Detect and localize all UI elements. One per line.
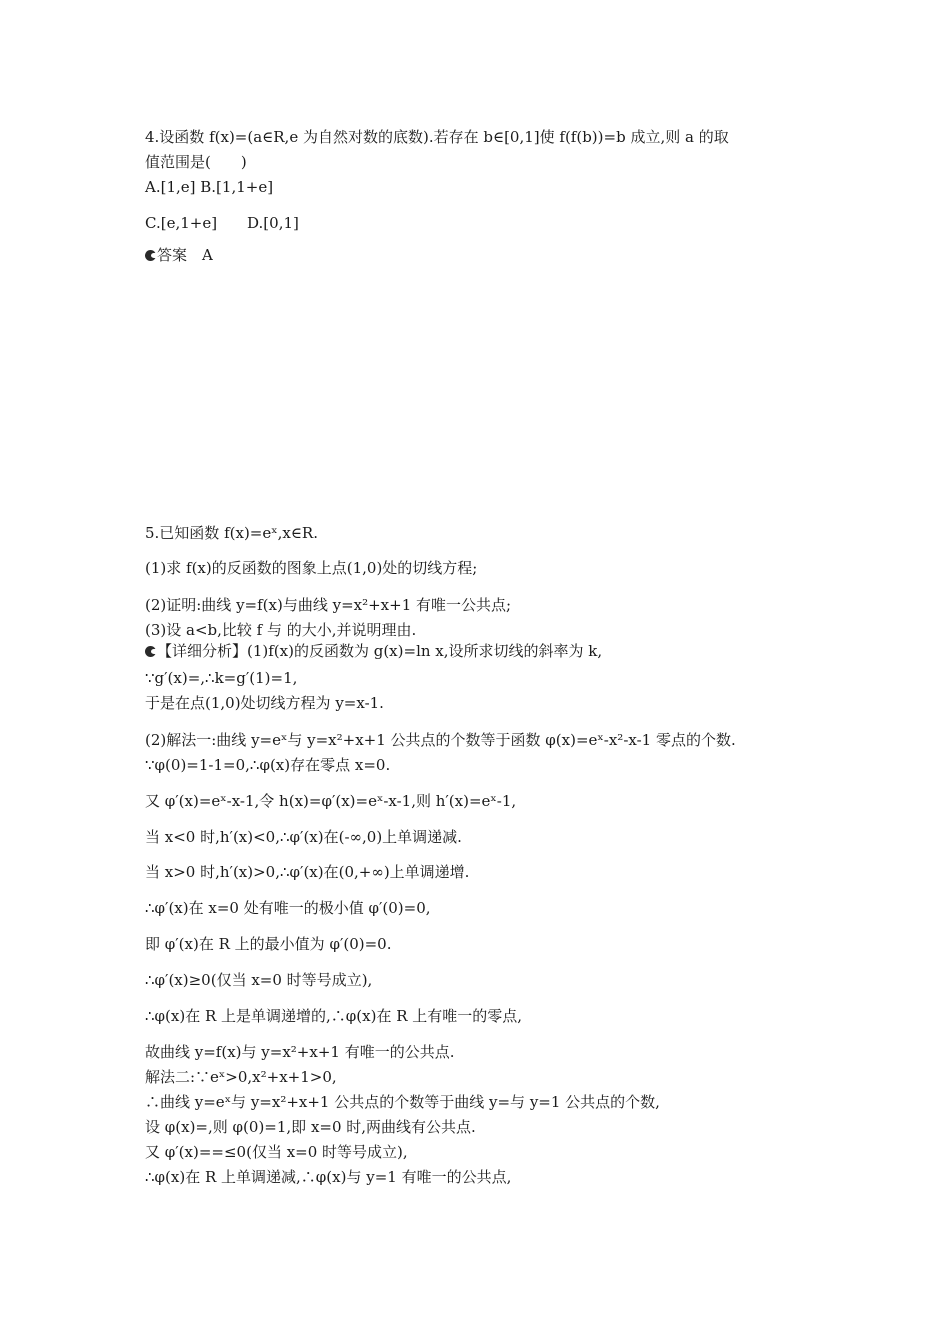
solution-line: 解法二:∵eˣ>0,x²+x+1>0, (145, 1068, 337, 1086)
q4-stem-line-2: 值范围是( ) (145, 153, 247, 171)
analysis-heading (145, 641, 602, 661)
q5-part-2: (2)证明:曲线 y=f(x)与曲线 y=x²+x+1 有唯一公共点; (145, 596, 512, 614)
solution-line: (2)解法一:曲线 y=eˣ与 y=x²+x+1 公共点的个数等于函数 φ(x)=eˣ-x²-x-1 零点的个数. (145, 731, 736, 749)
solution-line: ∴φ(x)在 R 上是单调递增的,∴φ(x)在 R 上有唯一的零点, (145, 1007, 523, 1025)
analysis-line: 【详细分析】(1)f(x)的反函数为 g(x)=ln x,设所求切线的斜率为 k, (157, 642, 603, 660)
solution-line: ∴φ(x)在 R 上单调递减,∴φ(x)与 y=1 有唯一的公共点, (145, 1168, 512, 1186)
solution-line: ∵g′(x)=,∴k=g′(1)=1, (145, 669, 298, 687)
answer-value: A (202, 246, 213, 264)
q5-part-3: (3)设 a<b,比较 f 与 的大小,并说明理由. (145, 621, 417, 639)
q5-part-1: (1)求 f(x)的反函数的图象上点(1,0)处的切线方程; (145, 559, 478, 577)
solution-line: 故曲线 y=f(x)与 y=x²+x+1 有唯一的公共点. (145, 1043, 455, 1061)
solution-line: ∴曲线 y=eˣ与 y=x²+x+1 公共点的个数等于曲线 y=与 y=1 公共点的个数, (145, 1093, 660, 1111)
q4-options-ab: A.[1,e] B.[1,1+e] (145, 178, 274, 196)
solution-line: 又 φ′(x)==≤0(仅当 x=0 时等号成立), (145, 1143, 408, 1161)
answer-marker-icon (145, 250, 156, 261)
solution-line: 当 x>0 时,h′(x)>0,∴φ′(x)在(0,+∞)上单调递增. (145, 863, 470, 881)
solution-line: 当 x<0 时,h′(x)<0,∴φ′(x)在(-∞,0)上单调递减. (145, 828, 462, 846)
solution-line: 于是在点(1,0)处切线方程为 y=x-1. (145, 694, 384, 712)
answer-label: 答案 (157, 246, 188, 264)
solution-line: ∴φ′(x)≥0(仅当 x=0 时等号成立), (145, 971, 373, 989)
q4-options-cd: C.[e,1+e] D.[0,1] (145, 214, 299, 232)
solution-line: ∴φ′(x)在 x=0 处有唯一的极小值 φ′(0)=0, (145, 899, 431, 917)
analysis-marker-icon (145, 646, 156, 657)
solution-line: 设 φ(x)=,则 φ(0)=1,即 x=0 时,两曲线有公共点. (145, 1118, 476, 1136)
solution-line: ∵φ(0)=1-1=0,∴φ(x)存在零点 x=0. (145, 756, 391, 774)
q4-answer (145, 245, 213, 265)
q5-stem: 5.已知函数 f(x)=eˣ,x∈R. (145, 524, 318, 542)
q4-stem-line-1: 4.设函数 f(x)=(a∈R,e 为自然对数的底数).若存在 b∈[0,1]使 f(f(b))=b 成立,则 a 的取 (145, 128, 729, 146)
solution-line: 又 φ′(x)=eˣ-x-1,令 h(x)=φ′(x)=eˣ-x-1,则 h′(x)=eˣ-1, (145, 792, 517, 810)
solution-line: 即 φ′(x)在 R 上的最小值为 φ′(0)=0. (145, 935, 392, 953)
